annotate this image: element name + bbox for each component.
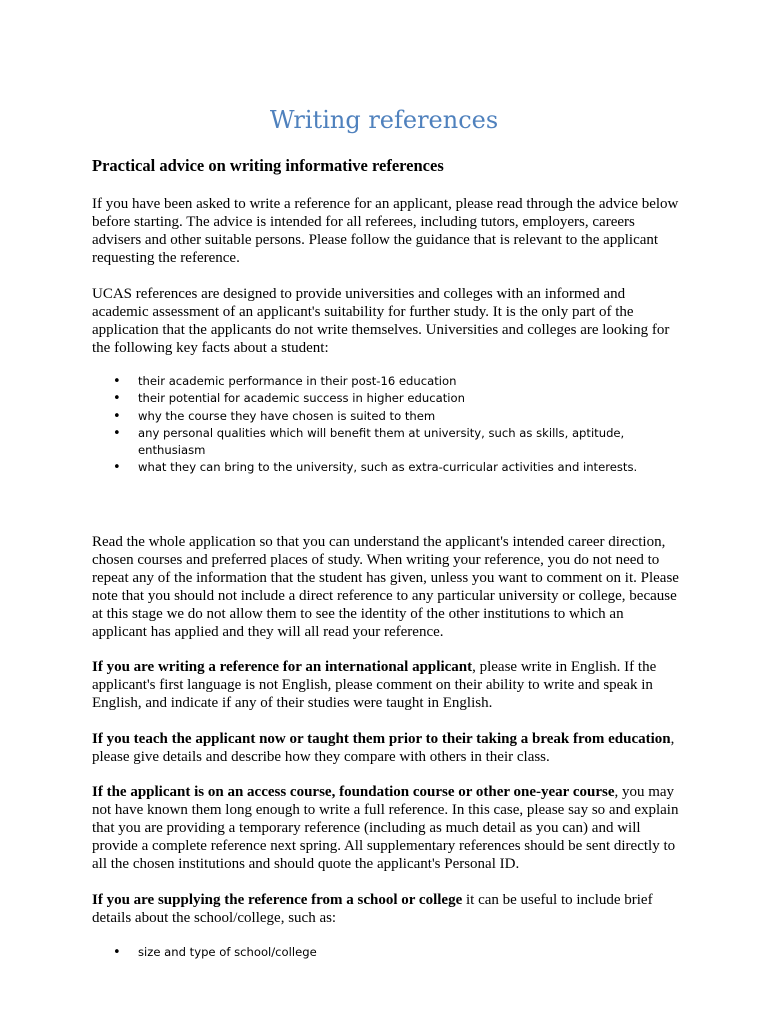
key-facts-list xyxy=(92,373,682,477)
access-course-text: , you may not have known them long enough to write a full reference. In this case, please say so and explain that you are providing a temporary reference (including as much detail as you can) and will provide a complete reference next spring. All supplementary references should be sent directly to all the chosen institutions and should quote the applicant's Personal ID. xyxy=(92,784,679,872)
access-course-paragraph xyxy=(92,783,682,873)
intro-paragraph: If you have been asked to write a reference for an applicant, please read through the advice below before starting. The advice is intended for all referees, including tutors, employers, careers advisers and other suitable persons. Please follow the guidance that is relevant to the applicant requesting the reference. xyxy=(92,196,679,266)
international-text: , please write in English. If the applicant's first language is not English, please comment on their ability to write and speak in English, and indicate if any of their studies were taught in English. xyxy=(92,659,657,711)
section-subtitle: Practical advice on writing informative references xyxy=(92,156,444,175)
school-text: it can be useful to include brief details about the school/college, such as: xyxy=(92,892,653,926)
international-heading: If you are writing a reference for an international applicant xyxy=(92,659,473,675)
page-title: Writing references xyxy=(269,106,499,134)
school-heading: If you are supplying the reference from a school or college xyxy=(92,892,463,908)
list-item: • size and type of school/college xyxy=(92,944,682,961)
access-course-heading: If the applicant is on an access course, foundation course or other one-year course xyxy=(92,784,615,800)
teaching-heading: If you teach the applicant now or taught them prior to their taking a break from education xyxy=(92,731,671,747)
list-item: • their potential for academic success in higher education xyxy=(92,390,682,407)
international-paragraph xyxy=(92,658,682,712)
ucas-paragraph: UCAS references are designed to provide universities and colleges with an informed and academic assessment of an applicant's suitability for further study. It is the only part of the application that the applicants do not write themselves. Universities and colleges are looking for the following key facts about a student: xyxy=(92,286,670,356)
application-paragraph: Read the whole application so that you can understand the applicant's intended career direction, chosen courses and preferred places of study. When writing your reference, you do not need to repeat any of the information that the student has given, unless you want to comment on it. Please note that you should not include a direct reference to any particular university or college, because at this stage we do not allow them to see the identity of the other institutions to which an applicant has applied and they will all read your reference. xyxy=(92,534,679,640)
list-item: • their academic performance in their post-16 education xyxy=(92,373,682,390)
teaching-paragraph xyxy=(92,730,682,766)
list-item: • any personal qualities which will benefit them at university, such as skills, aptitude, enthusiasm xyxy=(92,425,682,460)
teaching-text: , please give details and describe how they compare with others in their class. xyxy=(92,731,675,765)
school-paragraph xyxy=(92,891,682,927)
list-item: • why the course they have chosen is suited to them xyxy=(92,408,682,425)
school-details-list xyxy=(92,944,682,961)
list-item: • what they can bring to the university, such as extra-curricular activities and interests. xyxy=(92,459,682,476)
